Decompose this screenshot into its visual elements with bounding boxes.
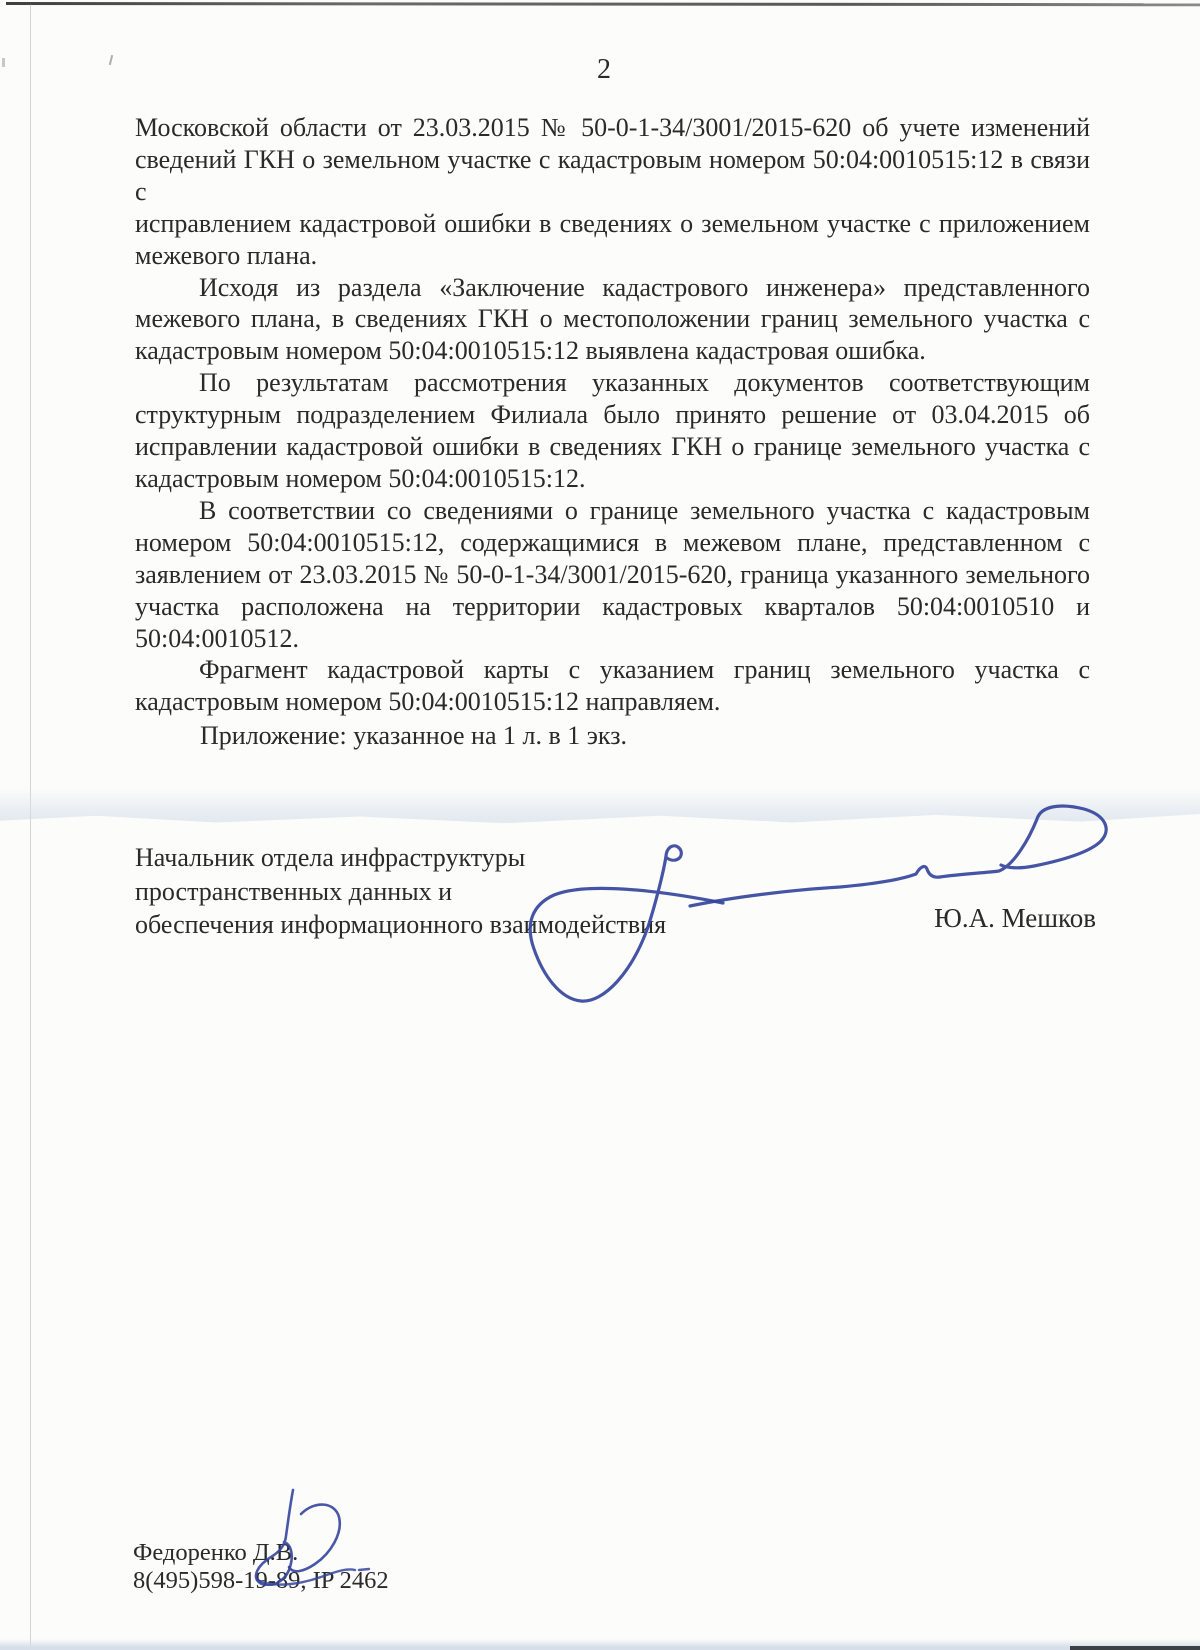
text-line: межевого плана. bbox=[135, 240, 318, 270]
scan-top-edge bbox=[6, 2, 1200, 6]
text-line: исправлении кадастровой ошибки в сведениях ГКН о границе земельного участка с bbox=[135, 432, 1090, 462]
scan-bottom-corner bbox=[1070, 1646, 1200, 1650]
signer-title-line: пространственных данных и bbox=[135, 876, 453, 906]
text-line: исправлением кадастровой ошибки в сведениях о земельном участке с приложением bbox=[135, 208, 1090, 238]
text-line: сведений ГКН о земельном участке с кадастровым номером 50:04:0010515:12 в связи с bbox=[135, 144, 1090, 206]
text-line: Исходя из раздела «Заключение кадастрового инженера» представленного bbox=[199, 272, 1090, 302]
text-line: кадастровым номером 50:04:0010515:12 выявлена кадастровая ошибка. bbox=[135, 336, 926, 366]
paper-left-edge bbox=[30, 4, 31, 1650]
scan-bottom-edge bbox=[0, 1639, 1200, 1650]
text-line: кадастровым номером 50:04:0010515:12. bbox=[135, 463, 586, 493]
footer-contact-name: Федоренко Д.В. bbox=[133, 1539, 299, 1566]
text-line: Московской области от 23.03.2015 № 50-0-1-34/3001/2015-620 об учете изменений bbox=[135, 113, 1090, 142]
attachment-line: Приложение: указанное на 1 л. в 1 экз. bbox=[200, 721, 627, 750]
paper-fold-crease bbox=[0, 788, 1200, 830]
text-line: 50:04:0010512. bbox=[135, 623, 299, 653]
text-line: Фрагмент кадастровой карты с указанием границ земельного участка с bbox=[199, 655, 1090, 685]
footer-contact bbox=[133, 1539, 389, 1594]
signer-title-line: Начальник отдела инфраструктуры bbox=[135, 843, 526, 872]
text-line: участка расположена на территории кадастровых кварталов 50:04:0010510 и bbox=[135, 591, 1090, 621]
text-line: кадастровым номером 50:04:0010515:12 направляем. bbox=[135, 687, 721, 717]
text-line: заявлением от 23.03.2015 № 50-0-1-34/3001/2015-620, граница указанного земельного bbox=[135, 559, 1090, 589]
signature-stroke bbox=[690, 806, 1106, 906]
text-line: межевого плана, в сведениях ГКН о местоположении границ земельного участка с bbox=[135, 304, 1090, 334]
signer-title-line: обеспечения информационного взаимодействия bbox=[135, 910, 667, 939]
footer-contact-phone: 8(495)598-19-89, IP 2462 bbox=[133, 1566, 389, 1594]
page-number: 2 bbox=[597, 54, 611, 85]
body-text bbox=[135, 112, 1090, 718]
text-line: структурным подразделением Филиала было принято решение от 03.04.2015 об bbox=[135, 400, 1090, 430]
signer-title bbox=[135, 841, 666, 942]
text-line: В соответствии со сведениями о границе земельного участка с кадастровым bbox=[199, 495, 1090, 525]
signer-name: Ю.А. Мешков bbox=[934, 903, 1096, 933]
text-line: По результатам рассмотрения указанных документов соответствующим bbox=[199, 368, 1090, 398]
text-line: номером 50:04:0010515:12, содержащимися в межевом плане, представленном с bbox=[135, 527, 1090, 557]
